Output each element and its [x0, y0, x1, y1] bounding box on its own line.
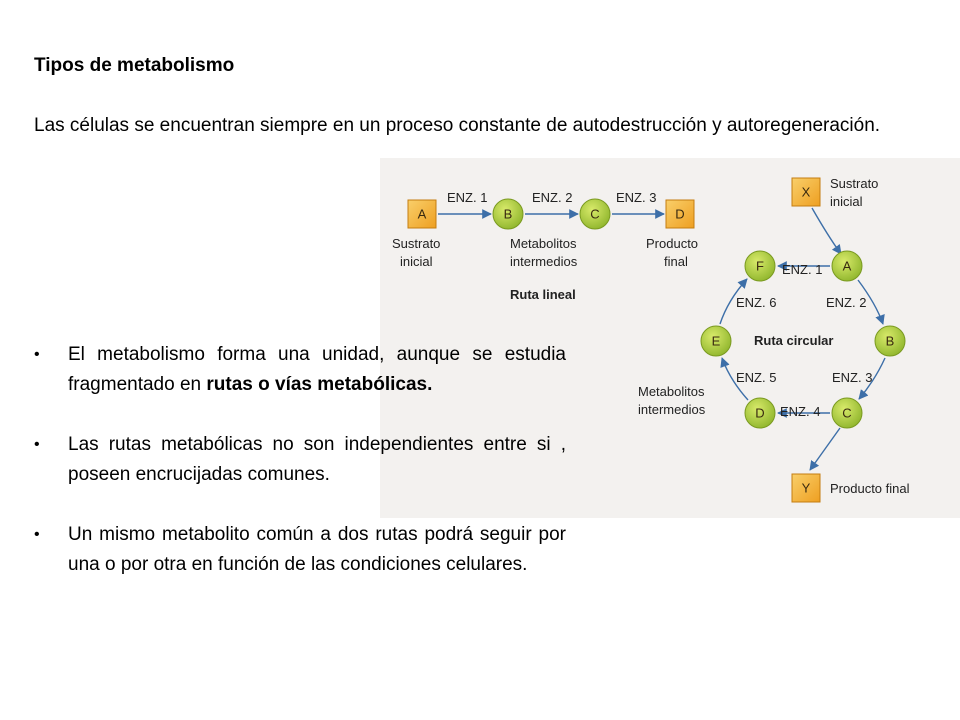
circular-mid-label-1: Metabolitos	[638, 384, 705, 399]
circular-node-c-label: C	[842, 405, 852, 421]
circular-start-label-2: inicial	[830, 194, 863, 209]
circular-arrow-c-to-y	[810, 428, 840, 470]
linear-start-label-1: Sustrato	[392, 236, 441, 251]
slide-title: Tipos de metabolismo	[34, 55, 235, 76]
circular-enzyme-5: ENZ. 5	[736, 370, 777, 385]
circular-enzyme-4: ENZ. 4	[780, 404, 821, 419]
circular-node-a-label: A	[842, 258, 852, 274]
circular-enzyme-1: ENZ. 1	[782, 262, 823, 277]
linear-node-d-label: D	[675, 206, 685, 222]
circular-node-f-label: F	[756, 258, 764, 274]
linear-enzyme-3: ENZ. 3	[616, 190, 657, 205]
circular-node-e-label: E	[711, 333, 721, 349]
linear-end-label-2: final	[664, 254, 688, 269]
bullet-bold-text: rutas o vías metabólicas.	[206, 374, 433, 395]
circular-node-b-label: B	[885, 333, 895, 349]
bullet-dot: •	[34, 526, 40, 543]
circular-mid-label-2: intermedios	[638, 402, 706, 417]
linear-start-label-2: inicial	[400, 254, 433, 269]
bullet-item	[34, 340, 566, 400]
circular-enzyme-6: ENZ. 6	[736, 295, 777, 310]
intro-text: Las células se encuentran siempre en un proceso constante de autodestrucción y autoregeneración.	[34, 115, 881, 136]
circular-start-label-1: Sustrato	[830, 176, 879, 191]
linear-mid-label-2: intermedios	[510, 254, 578, 269]
linear-mid-label-1: Metabolitos	[510, 236, 577, 251]
circular-arrow-x-to-a	[812, 208, 841, 254]
bullet-list	[34, 340, 566, 610]
linear-node-c-label: C	[590, 206, 600, 222]
linear-node-a-label: A	[417, 206, 427, 222]
linear-route-caption: Ruta lineal	[510, 287, 576, 302]
circular-end-y-label: Y	[801, 480, 811, 496]
bullet-dot: •	[34, 346, 40, 363]
circular-enzyme-2: ENZ. 2	[826, 295, 867, 310]
bullet-text: Las rutas metabólicas no son independientes entre si , poseen encrucijadas comunes.	[68, 434, 566, 485]
linear-end-label-1: Producto	[646, 236, 699, 251]
circular-node-d-label: D	[755, 405, 765, 421]
bullet-dot: •	[34, 436, 40, 453]
linear-route	[392, 190, 698, 302]
linear-enzyme-2: ENZ. 2	[532, 190, 573, 205]
circular-end-label: Producto final	[830, 481, 910, 496]
bullet-item	[34, 430, 566, 490]
bullet-text: El metabolismo forma una unidad, aunque se estudia fragmentado en	[68, 344, 566, 395]
bullet-item	[34, 520, 566, 580]
circular-start-x-label: X	[801, 184, 811, 200]
bullet-text: Un mismo metabolito común a dos rutas podrá seguir por una o por otra en función de las condiciones celulares.	[68, 524, 566, 575]
circular-route-caption: Ruta circular	[754, 333, 834, 348]
circular-enzyme-3: ENZ. 3	[832, 370, 873, 385]
linear-enzyme-1: ENZ. 1	[447, 190, 488, 205]
linear-node-b-label: B	[503, 206, 513, 222]
